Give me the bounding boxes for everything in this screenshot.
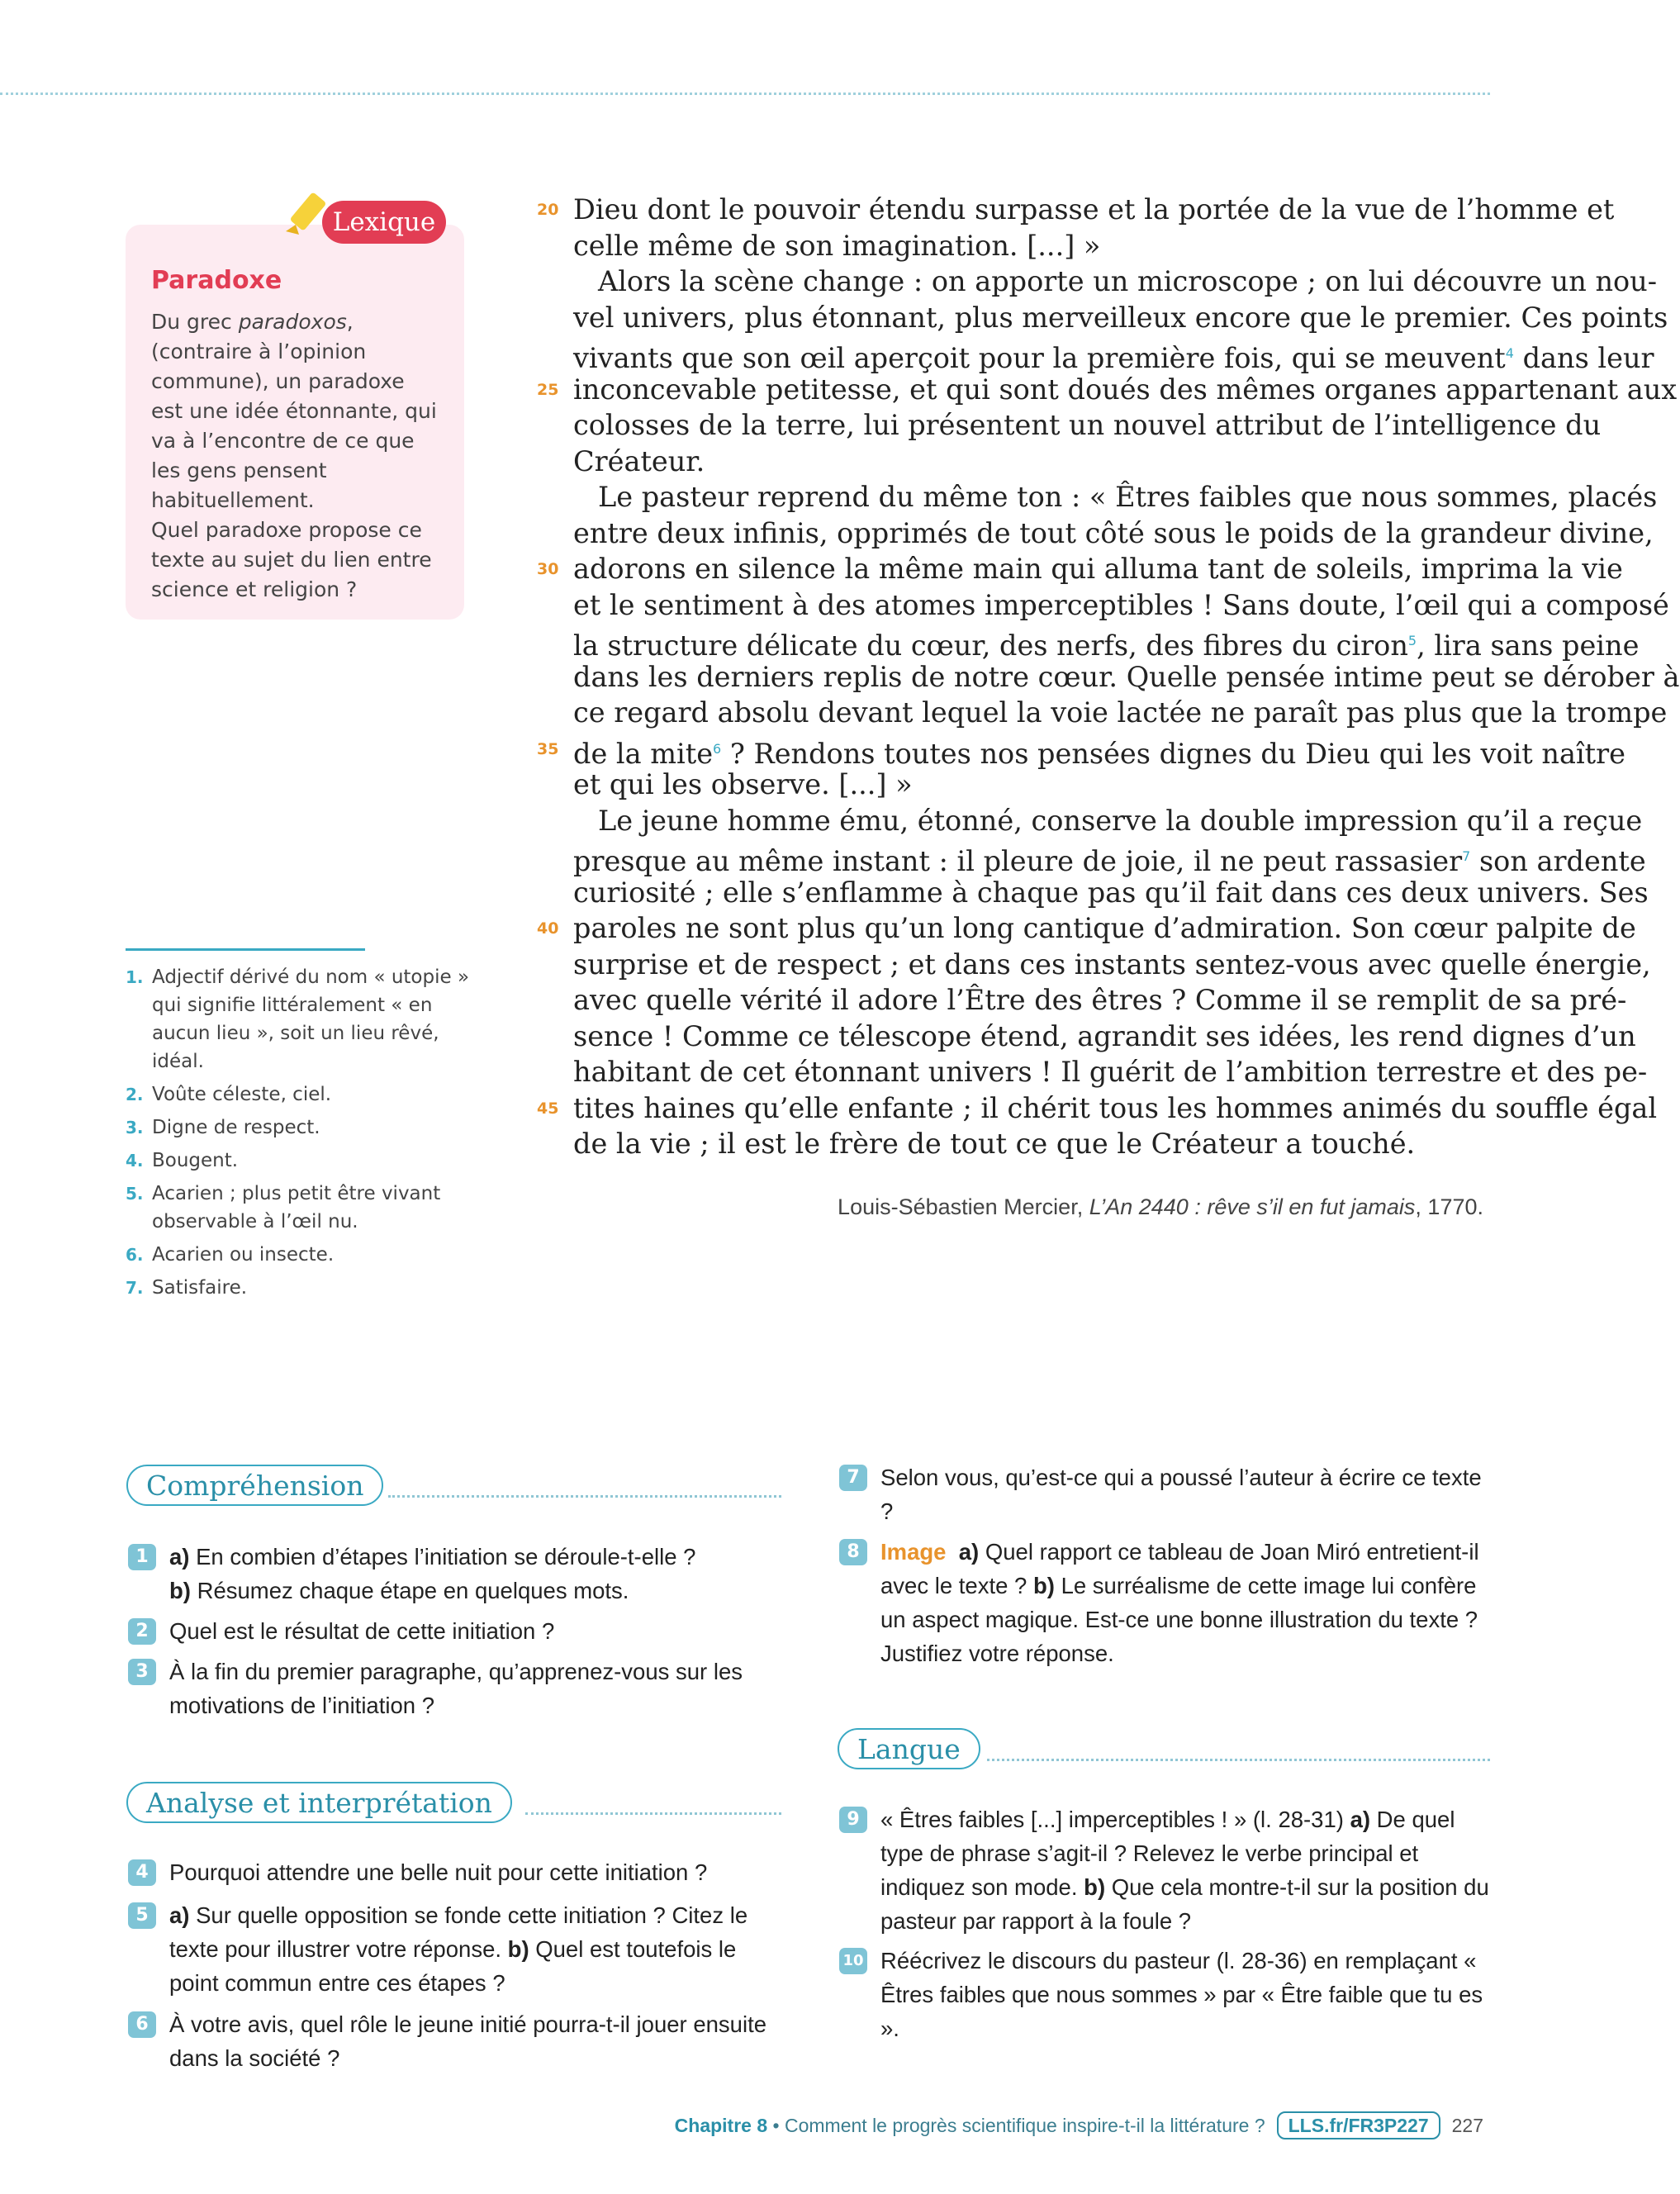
question-number-badge: 8	[839, 1539, 867, 1565]
text-line: habitant de cet étonnant univers ! Il guérit de l’ambition terrestre et des pe-	[573, 1056, 1648, 1088]
question-3: 3 À la fin du premier paragraphe, qu’apprenez-vous sur les motivations de l’initiation ?	[169, 1655, 781, 1722]
footnotes	[126, 963, 472, 1307]
footnote: 7. Satisfaire.	[126, 1277, 248, 1299]
question-5: 5 a) Sur quelle opposition se fonde cette initiation ? Citez le texte pour illustrer votre réponse. b) Quel est toutefois le point commun entre ces étapes ?	[169, 1898, 785, 2000]
page-number: 227	[1451, 2115, 1483, 2136]
question-number-badge: 10	[839, 1948, 867, 1974]
footnote: 4. Bougent.	[126, 1150, 239, 1171]
lexique-term: Paradoxe	[151, 266, 282, 295]
text-line: de la vie ; il est le frère de tout ce que le Créateur a touché.	[573, 1128, 1416, 1160]
section-langue: Langue	[838, 1728, 980, 1769]
text-line: Le jeune homme ému, étonné, conserve la double impression qu’il a reçue	[598, 804, 1643, 837]
top-dotted-rule	[0, 93, 1490, 95]
footnote: 3. Digne de respect.	[126, 1117, 320, 1138]
line-number: 45	[537, 1099, 559, 1118]
lexique-tag: Lexique	[322, 201, 446, 244]
text-line: avec quelle vérité il adore l’Être des êtres ? Comme il se remplit de sa pré-	[573, 984, 1627, 1016]
question-number-badge: 6	[128, 2011, 156, 2038]
question-1: 1 a) En combien d’étapes l’initiation se déroule-t-elle ? b) Résumez chaque étape en quelques mots.	[169, 1540, 781, 1608]
text-line: colosses de la terre, lui présentent un nouvel attribut de l’intelligence du	[573, 409, 1602, 441]
text-line: dans les derniers replis de notre cœur. Quelle pensée intime peut se dérober à	[573, 660, 1680, 693]
section-dots	[388, 1495, 781, 1498]
footnote: 6. Acarien ou insecte.	[126, 1244, 335, 1266]
section-dots	[987, 1759, 1490, 1761]
footnote: 1. Adjectif dérivé du nom « utopie » qui signifie littéralement « en aucun lieu », soit un lieu rêvé, idéal.	[126, 966, 470, 1072]
footnote: 2. Voûte céleste, ciel.	[126, 1084, 332, 1105]
text-line: Le pasteur reprend du même ton : « Êtres faibles que nous sommes, placés	[598, 481, 1658, 513]
text-line: la structure délicate du cœur, des nerfs, des fibres du ciron$^5$, lira sans peine	[573, 629, 1640, 662]
footnote: 5. Acarien ; plus petit être vivant observable à l’œil nu.	[126, 1183, 441, 1232]
text-line: Créateur.	[573, 444, 705, 477]
text-line: ce regard absolu devant lequel la voie lactée ne paraît pas plus que la trompe	[573, 696, 1668, 729]
section-analyse: Analyse et interprétation	[126, 1782, 512, 1823]
text-line: et le sentiment à des atomes imperceptibles ! Sans doute, l’œil qui a composé	[573, 588, 1669, 621]
question-2: 2 Quel est le résultat de cette initiation ?	[169, 1614, 781, 1648]
notes-rule	[126, 948, 365, 951]
lexique-definition: Du grec paradoxos, (contraire à l’opinion commune), un paradoxe est une idée étonnante, qui va à l’encontre de ce que les gens pensent habituellement. Quel paradoxe propose ce texte au sujet du lien entre science et religion ?	[151, 307, 440, 605]
text-line: vel univers, plus étonnant, plus merveilleux encore que le premier. Ces points	[573, 301, 1668, 334]
question-9: 9 « Êtres faibles [...] imperceptibles ! » (l. 28-31) a) De quel type de phrase s’agit-il ? Relevez le verbe principal et indiquez son mode. b) Que cela montre-t-il sur la position du pasteur par rapport à la foule ?	[880, 1802, 1490, 1938]
question-number-badge: 7	[839, 1465, 867, 1491]
line-number: 20	[537, 201, 559, 219]
line-number: 35	[537, 739, 559, 758]
text-line: curiosité ; elle s’enflamme à chaque pas qu’il fait dans ces deux univers. Ses	[573, 876, 1649, 909]
question-6: 6 À votre avis, quel rôle le jeune initié pourra-t-il jouer ensuite dans la société ?	[169, 2007, 785, 2075]
text-line: Alors la scène change : on apporte un microscope ; on lui découvre un nou-	[598, 265, 1658, 297]
text-line: 20 Dieu dont le pouvoir étendu surpasse et la portée de la vue de l’homme et	[573, 192, 1485, 228]
lexique-question: Quel paradoxe propose ce texte au sujet du lien entre science et religion ?	[151, 518, 432, 601]
question-8: 8 Image a) Quel rapport ce tableau de Joan Miró entretient-il avec le texte ? b) Le surréalisme de cette image lui confère un aspect magique. Est-ce une bonne illustration du texte ? Justifiez votre réponse.	[880, 1535, 1490, 1670]
text-line: vivants que son œil aperçoit pour la première fois, qui se meuvent$^4$ dans leur	[573, 342, 1654, 375]
text-line: 25 inconcevable petitesse, et qui sont doués des mêmes organes appartenant aux	[573, 372, 1485, 408]
question-4: 4 Pourquoi attendre une belle nuit pour cette initiation ?	[169, 1855, 785, 1889]
chapter-label: Chapitre 8	[674, 2115, 768, 2136]
question-number-badge: 3	[128, 1659, 156, 1685]
line-number: 30	[537, 560, 559, 578]
line-number: 40	[537, 919, 559, 938]
question-number-badge: 2	[128, 1618, 156, 1645]
source-citation: Louis-Sébastien Mercier, L’An 2440 : rêve s’il en fut jamais, 1770.	[838, 1194, 1483, 1219]
text-line: sence ! Comme ce télescope étend, agrandit ses idées, les rend dignes d’un	[573, 1019, 1636, 1052]
line-number: 25	[537, 380, 559, 399]
question-number-badge: 4	[128, 1859, 156, 1886]
text-line: 35 de la mite$^6$ ? Rendons toutes nos pensées dignes du Dieu qui les voit naître	[573, 731, 1485, 767]
text-line: presque au même instant : il pleure de joie, il ne peut rassasier$^7$ son ardente	[573, 845, 1646, 878]
text-line: entre deux infinis, opprimés de tout côté sous le poids de la grandeur divine,	[573, 516, 1654, 549]
chapter-subtitle: • Comment le progrès scientifique inspire-t-il la littérature ?	[767, 2115, 1265, 2136]
question-number-badge: 5	[128, 1902, 156, 1929]
question-10: 10 Réécrivez le discours du pasteur (l. 28-36) en remplaçant « Êtres faibles que nous sommes » par « Être faible que tu es ».	[880, 1944, 1490, 2045]
text-line: 45 tites haines qu’elle enfante ; il chérit tous les hommes animés du souffle égal	[573, 1090, 1485, 1127]
literary-excerpt	[537, 192, 1680, 1162]
text-line: 30 adorons en silence la même main qui alluma tant de soleils, imprima la vie	[573, 551, 1485, 587]
text-line: 40 paroles ne sont plus qu’un long cantique d’admiration. Son cœur palpite de	[573, 910, 1485, 947]
question-7: 7 Selon vous, qu’est-ce qui a poussé l’auteur à écrire ce texte ?	[880, 1460, 1490, 1528]
question-number-badge: 1	[128, 1544, 156, 1570]
resource-link[interactable]: LLS.fr/FR3P227	[1277, 2111, 1440, 2139]
page-footer	[675, 2111, 1483, 2139]
section-comprehension: Compréhension	[126, 1465, 383, 1506]
question-number-badge: 9	[839, 1807, 867, 1833]
text-line: celle même de son imagination. [...] »	[573, 229, 1101, 262]
section-dots	[525, 1812, 781, 1815]
text-line: et qui les observe. [...] »	[573, 768, 913, 800]
text-line: surprise et de respect ; et dans ces instants sentez-vous avec quelle énergie,	[573, 947, 1651, 981]
